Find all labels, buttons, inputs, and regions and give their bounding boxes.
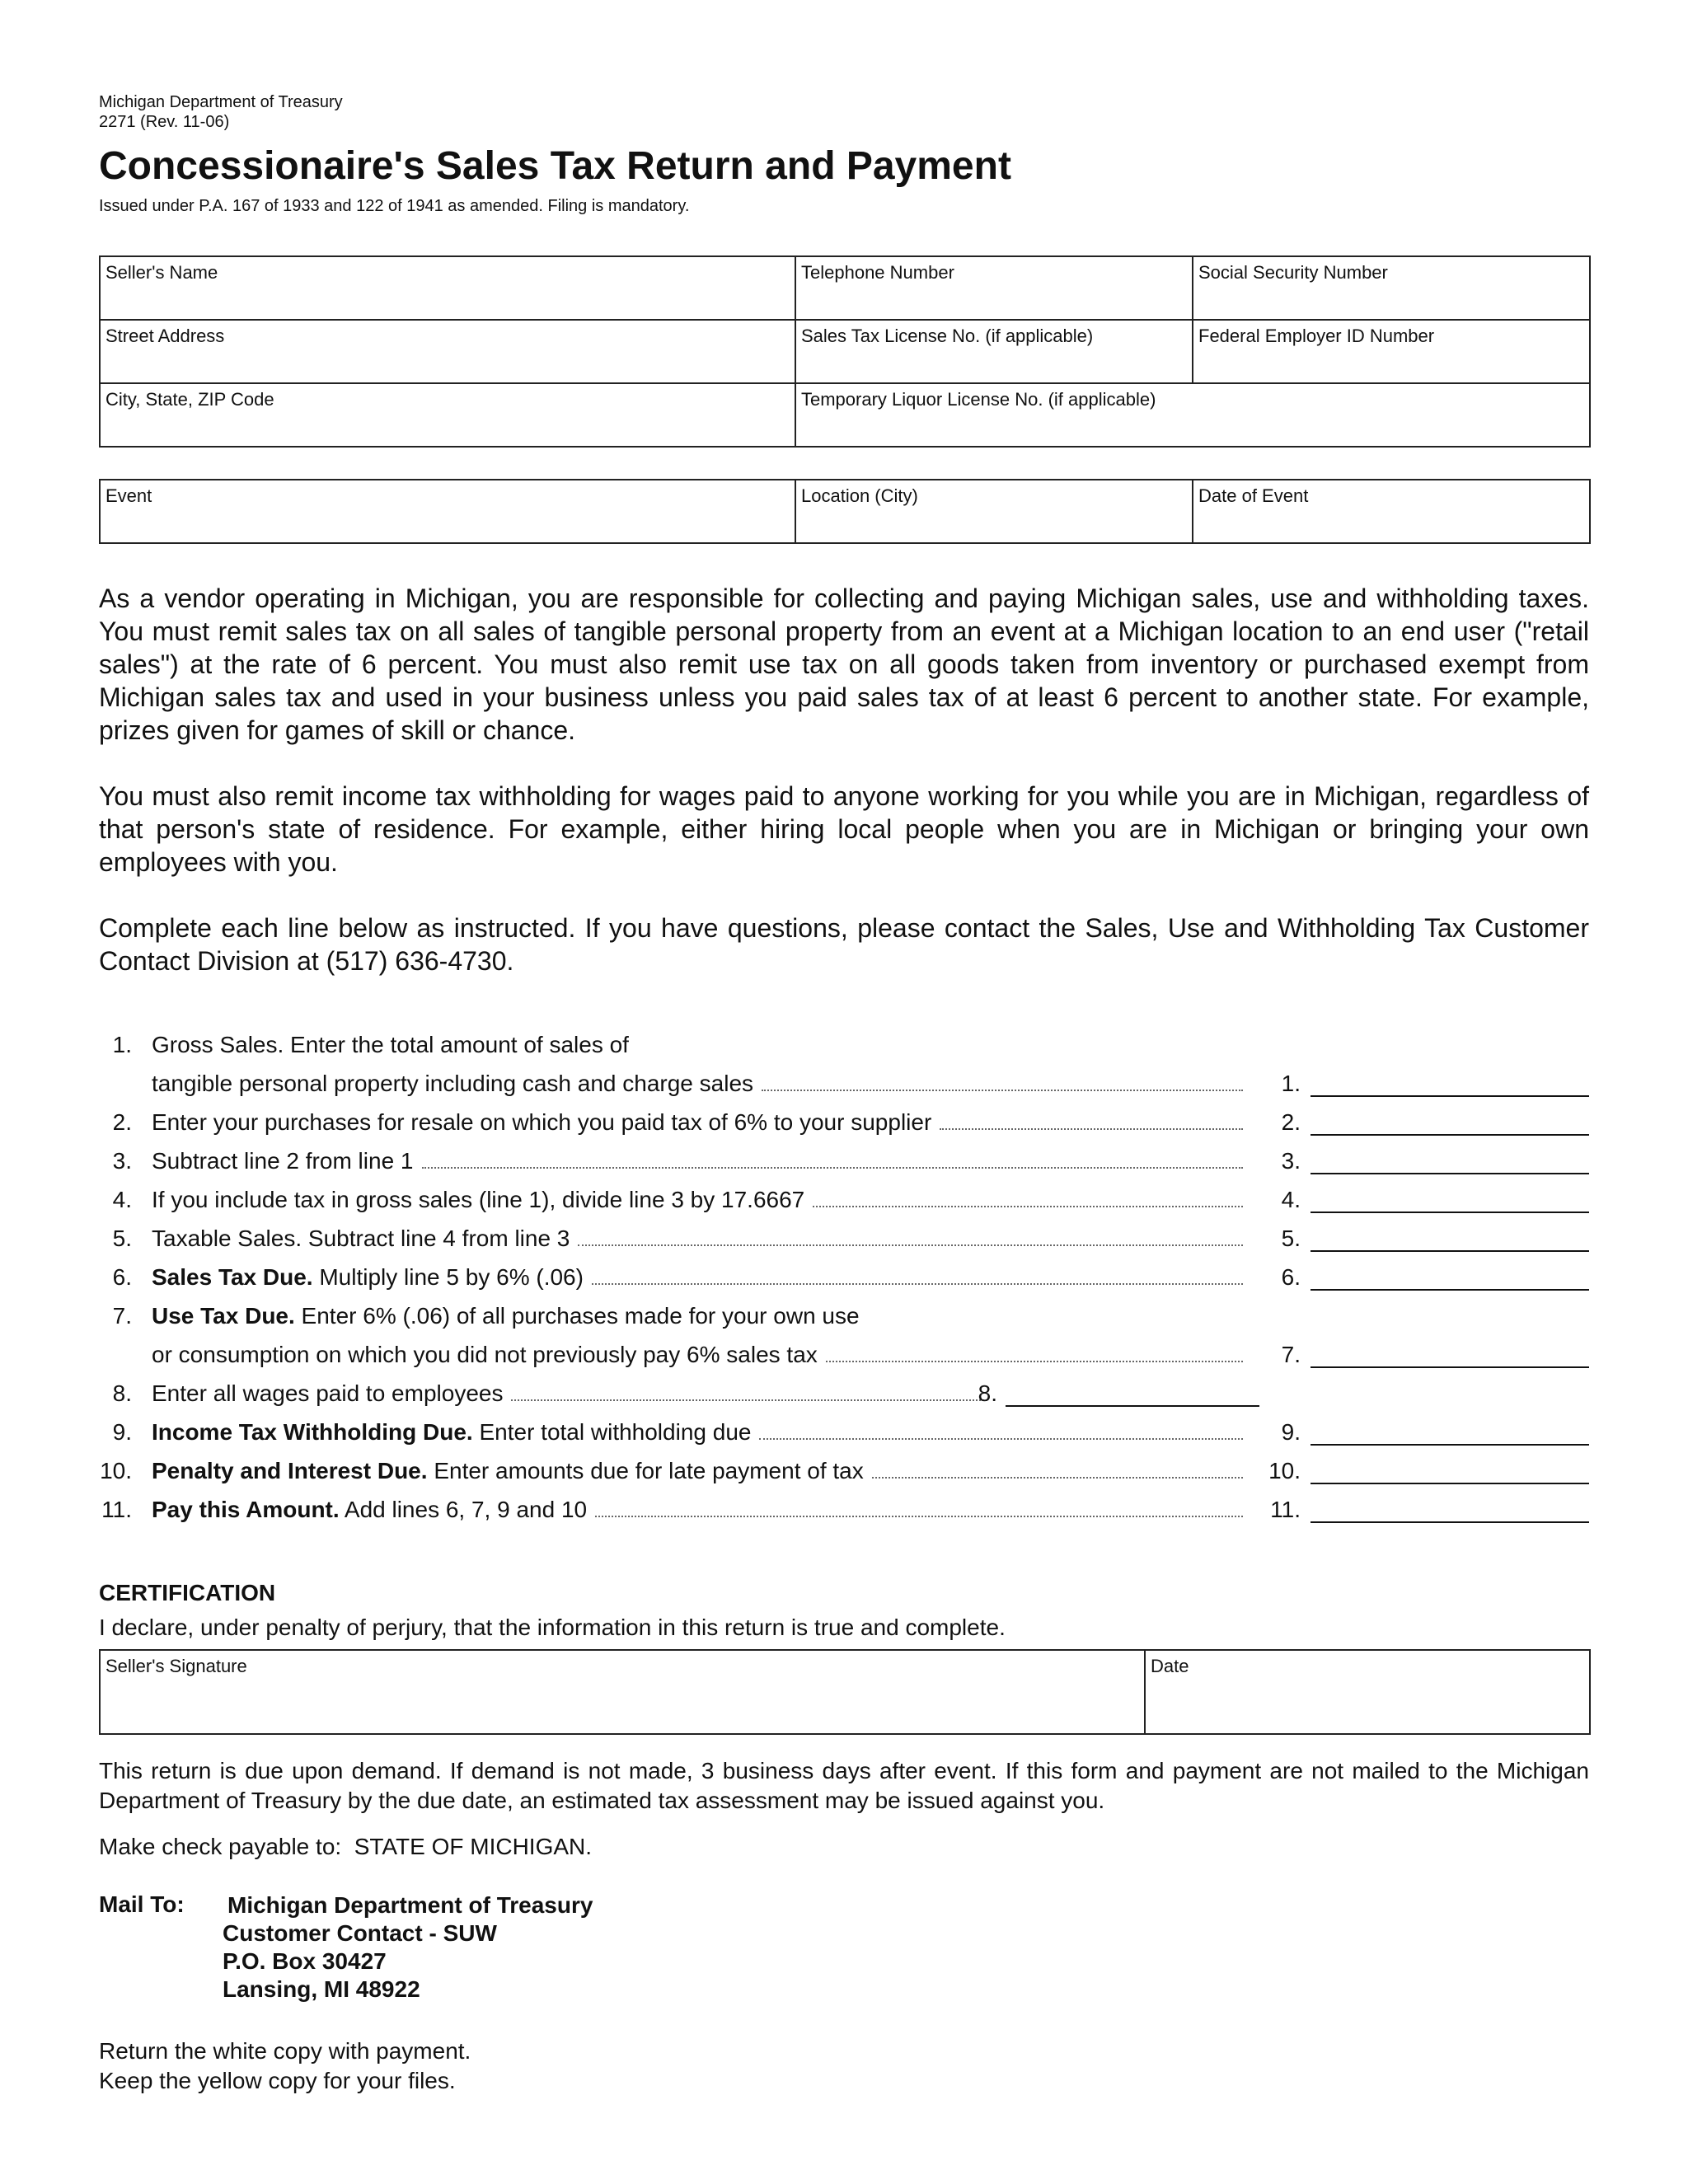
mail-line-2: Customer Contact - SUW <box>223 1920 497 1946</box>
form-page <box>99 92 1589 2096</box>
line-10-amount-field[interactable] <box>1311 1483 1589 1484</box>
line-text: Add lines 6, 7, 9 and 10 <box>339 1497 588 1522</box>
line-3 <box>99 1141 1589 1180</box>
sellers-name-field[interactable] <box>100 256 795 320</box>
return-line-2: Keep the yellow copy for your files. <box>99 2068 456 2093</box>
line-bold-label: Use Tax Due. <box>152 1303 295 1329</box>
liquor-license-label: Temporary Liquor License No. (if applicable) <box>801 389 1156 410</box>
line-8-amount-field[interactable] <box>1006 1405 1259 1407</box>
dot-leader <box>511 1381 987 1401</box>
mail-to-label: Mail To: <box>99 1891 185 1917</box>
line-2 <box>99 1103 1589 1141</box>
line-3-amount-field[interactable] <box>1311 1173 1589 1174</box>
telephone-label: Telephone Number <box>801 262 954 283</box>
line-1 <box>99 1064 1589 1103</box>
line-number: 8. <box>112 1380 132 1406</box>
line-9 <box>99 1413 1589 1451</box>
line-text: Enter 6% (.06) of all purchases made for your own use <box>294 1303 860 1329</box>
dot-leader <box>762 1071 1243 1091</box>
line-text: Multiply line 5 by 6% (.06) <box>312 1264 584 1290</box>
mail-line-4: Lansing, MI 48922 <box>223 1976 420 2002</box>
line-7-amount-field[interactable] <box>1311 1366 1589 1368</box>
signature-field[interactable] <box>100 1650 1145 1734</box>
intro-paragraph-3: Complete each line below as instructed. If you have questions, please contact the Sales, Use and Withholding Tax Customer Contact Division at (517) 636-4730. <box>99 913 1589 976</box>
line-bold-label: Penalty and Interest Due. <box>152 1458 428 1483</box>
telephone-field[interactable] <box>795 256 1193 320</box>
line-11 <box>99 1490 1589 1529</box>
line-text: or consumption on which you did not previously pay 6% sales tax <box>152 1342 818 1367</box>
line-2-amount-field[interactable] <box>1311 1134 1589 1136</box>
ssn-field[interactable] <box>1193 256 1590 320</box>
line-11-amount-field[interactable] <box>1311 1521 1589 1523</box>
dot-leader <box>422 1149 1244 1169</box>
line-text: Gross Sales. Enter the total amount of sales of <box>152 1032 629 1057</box>
check-payable: Make check payable to: STATE OF MICHIGAN. <box>99 1834 593 1859</box>
line-6-amount-field[interactable] <box>1311 1289 1589 1291</box>
line-number: 2. <box>112 1109 132 1135</box>
line-number: 1. <box>112 1032 132 1057</box>
form-number: 2271 (Rev. 11-06) <box>99 113 230 131</box>
seller-info-table <box>99 255 1591 448</box>
return-line-1: Return the white copy with payment. <box>99 2038 471 2064</box>
line-number: 11. <box>101 1497 132 1522</box>
line-number-right: 9. <box>1281 1419 1301 1445</box>
intro-paragraph-2: You must also remit income tax withholding for wages paid to anyone working for you while you are in Michigan, regardless of that person's state of residence. For example, either hiring local people when you are in Michigan or bringing your own employees with you. <box>99 781 1589 877</box>
line-number: 10. <box>100 1458 132 1483</box>
line-4 <box>99 1180 1589 1219</box>
event-date-field[interactable] <box>1193 480 1590 543</box>
line-6 <box>99 1258 1589 1296</box>
line-10 <box>99 1451 1589 1490</box>
fein-field[interactable] <box>1193 320 1590 383</box>
form-title: Concessionaire's Sales Tax Return and Payment <box>99 144 1011 188</box>
city-state-zip-label: City, State, ZIP Code <box>106 389 274 410</box>
signature-date-field[interactable] <box>1145 1650 1590 1734</box>
line-bold-label: Sales Tax Due. <box>152 1264 313 1290</box>
line-text: Enter total withholding due <box>472 1419 752 1445</box>
certification-text: I declare, under penalty of perjury, that the information in this return is true and complete. <box>99 1615 1006 1640</box>
location-label: Location (City) <box>801 485 918 506</box>
line-7-header <box>99 1296 1589 1335</box>
street-address-label: Street Address <box>106 326 225 346</box>
line-number-right: 10. <box>1268 1458 1301 1483</box>
intro-paragraph-1: As a vendor operating in Michigan, you are responsible for collecting and paying Michigan sales, use and withholding taxes. You must remit sales tax on all sales of tangible personal property from an event at a Michigan location to an end user ("retail sales") at the rate of 6 percent. You must also remit use tax on all goods taken from inventory or purchased exempt from Michigan sales tax and used in your business unless you paid sales tax of at least 6 percent to another state. For example, prizes given for games of skill or chance. <box>99 583 1589 745</box>
event-date-label: Date of Event <box>1198 485 1309 506</box>
dot-leader <box>813 1188 1243 1207</box>
signature-label: Seller's Signature <box>106 1656 247 1676</box>
line-number: 3. <box>112 1148 132 1174</box>
line-9-amount-field[interactable] <box>1311 1444 1589 1446</box>
line-number-right: 6. <box>1281 1264 1301 1290</box>
line-number: 7. <box>112 1303 132 1329</box>
liquor-license-field[interactable] <box>795 383 1590 447</box>
sales-tax-license-field[interactable] <box>795 320 1193 383</box>
signature-date-label: Date <box>1151 1656 1189 1676</box>
line-5-amount-field[interactable] <box>1311 1250 1589 1252</box>
line-7 <box>99 1335 1589 1374</box>
line-number: 4. <box>112 1187 132 1212</box>
mailing-address <box>99 1891 1589 2004</box>
line-number-right: 3. <box>1281 1148 1301 1174</box>
form-subtitle: Issued under P.A. 167 of 1933 and 122 of 1941 as amended. Filing is mandatory. <box>99 197 690 215</box>
dot-leader <box>578 1226 1243 1246</box>
dot-leader <box>595 1497 1243 1517</box>
event-label: Event <box>106 485 152 506</box>
dot-leader <box>940 1110 1243 1130</box>
city-state-zip-field[interactable] <box>100 383 795 447</box>
due-notice: This return is due upon demand. If demand is not made, 3 business days after event. If this form and payment are not mailed to the Michigan Department of Treasury by the due date, an estimated tax assessment may be issued against you. <box>99 1758 1589 1813</box>
line-text: If you include tax in gross sales (line 1), divide line 3 by 17.6667 <box>152 1187 805 1212</box>
line-number-right: 7. <box>1281 1342 1301 1367</box>
ssn-label: Social Security Number <box>1198 262 1388 283</box>
certification-heading: CERTIFICATION <box>99 1580 276 1605</box>
street-address-field[interactable] <box>100 320 795 383</box>
line-1-amount-field[interactable] <box>1311 1095 1589 1097</box>
dot-leader <box>592 1265 1243 1285</box>
line-number-right: 5. <box>1281 1226 1301 1251</box>
line-text: Taxable Sales. Subtract line 4 from line 3 <box>152 1226 570 1251</box>
line-5 <box>99 1219 1589 1258</box>
fein-label: Federal Employer ID Number <box>1198 326 1435 346</box>
line-number: 5. <box>112 1226 132 1251</box>
mail-line-3: P.O. Box 30427 <box>223 1948 387 1974</box>
line-text: Enter amounts due for late payment of tax <box>427 1458 864 1483</box>
location-field[interactable] <box>795 480 1193 543</box>
line-number-right: 11. <box>1270 1497 1301 1522</box>
mail-line-1: Michigan Department of Treasury <box>227 1892 593 1918</box>
line-text: Enter your purchases for resale on which you paid tax of 6% to your supplier <box>152 1109 932 1135</box>
line-number: 6. <box>112 1264 132 1290</box>
line-bold-label: Income Tax Withholding Due. <box>152 1419 473 1445</box>
event-field[interactable] <box>100 480 795 543</box>
dot-leader <box>826 1343 1243 1362</box>
signature-table <box>99 1649 1591 1735</box>
line-text: Enter all wages paid to employees <box>152 1380 504 1406</box>
agency-name: Michigan Department of Treasury <box>99 93 343 111</box>
dot-leader <box>759 1420 1243 1440</box>
line-1-header <box>99 1025 1589 1064</box>
line-8 <box>99 1374 1589 1413</box>
event-info-table <box>99 479 1591 544</box>
line-number-middle: 8. <box>978 1380 997 1406</box>
line-text: Subtract line 2 from line 1 <box>152 1148 414 1174</box>
line-bold-label: Pay this Amount. <box>152 1497 340 1522</box>
sales-tax-license-label: Sales Tax License No. (if applicable) <box>801 326 1094 346</box>
line-text: tangible personal property including cash and charge sales <box>152 1071 754 1096</box>
line-number: 9. <box>112 1419 132 1445</box>
sellers-name-label: Seller's Name <box>106 262 218 283</box>
return-instructions <box>99 2036 1589 2096</box>
dot-leader <box>872 1459 1243 1479</box>
line-number-right: 2. <box>1281 1109 1301 1135</box>
line-number-right: 4. <box>1281 1187 1301 1212</box>
computation-lines <box>99 1025 1589 1529</box>
line-number-right: 1. <box>1281 1071 1301 1096</box>
line-4-amount-field[interactable] <box>1311 1212 1589 1213</box>
